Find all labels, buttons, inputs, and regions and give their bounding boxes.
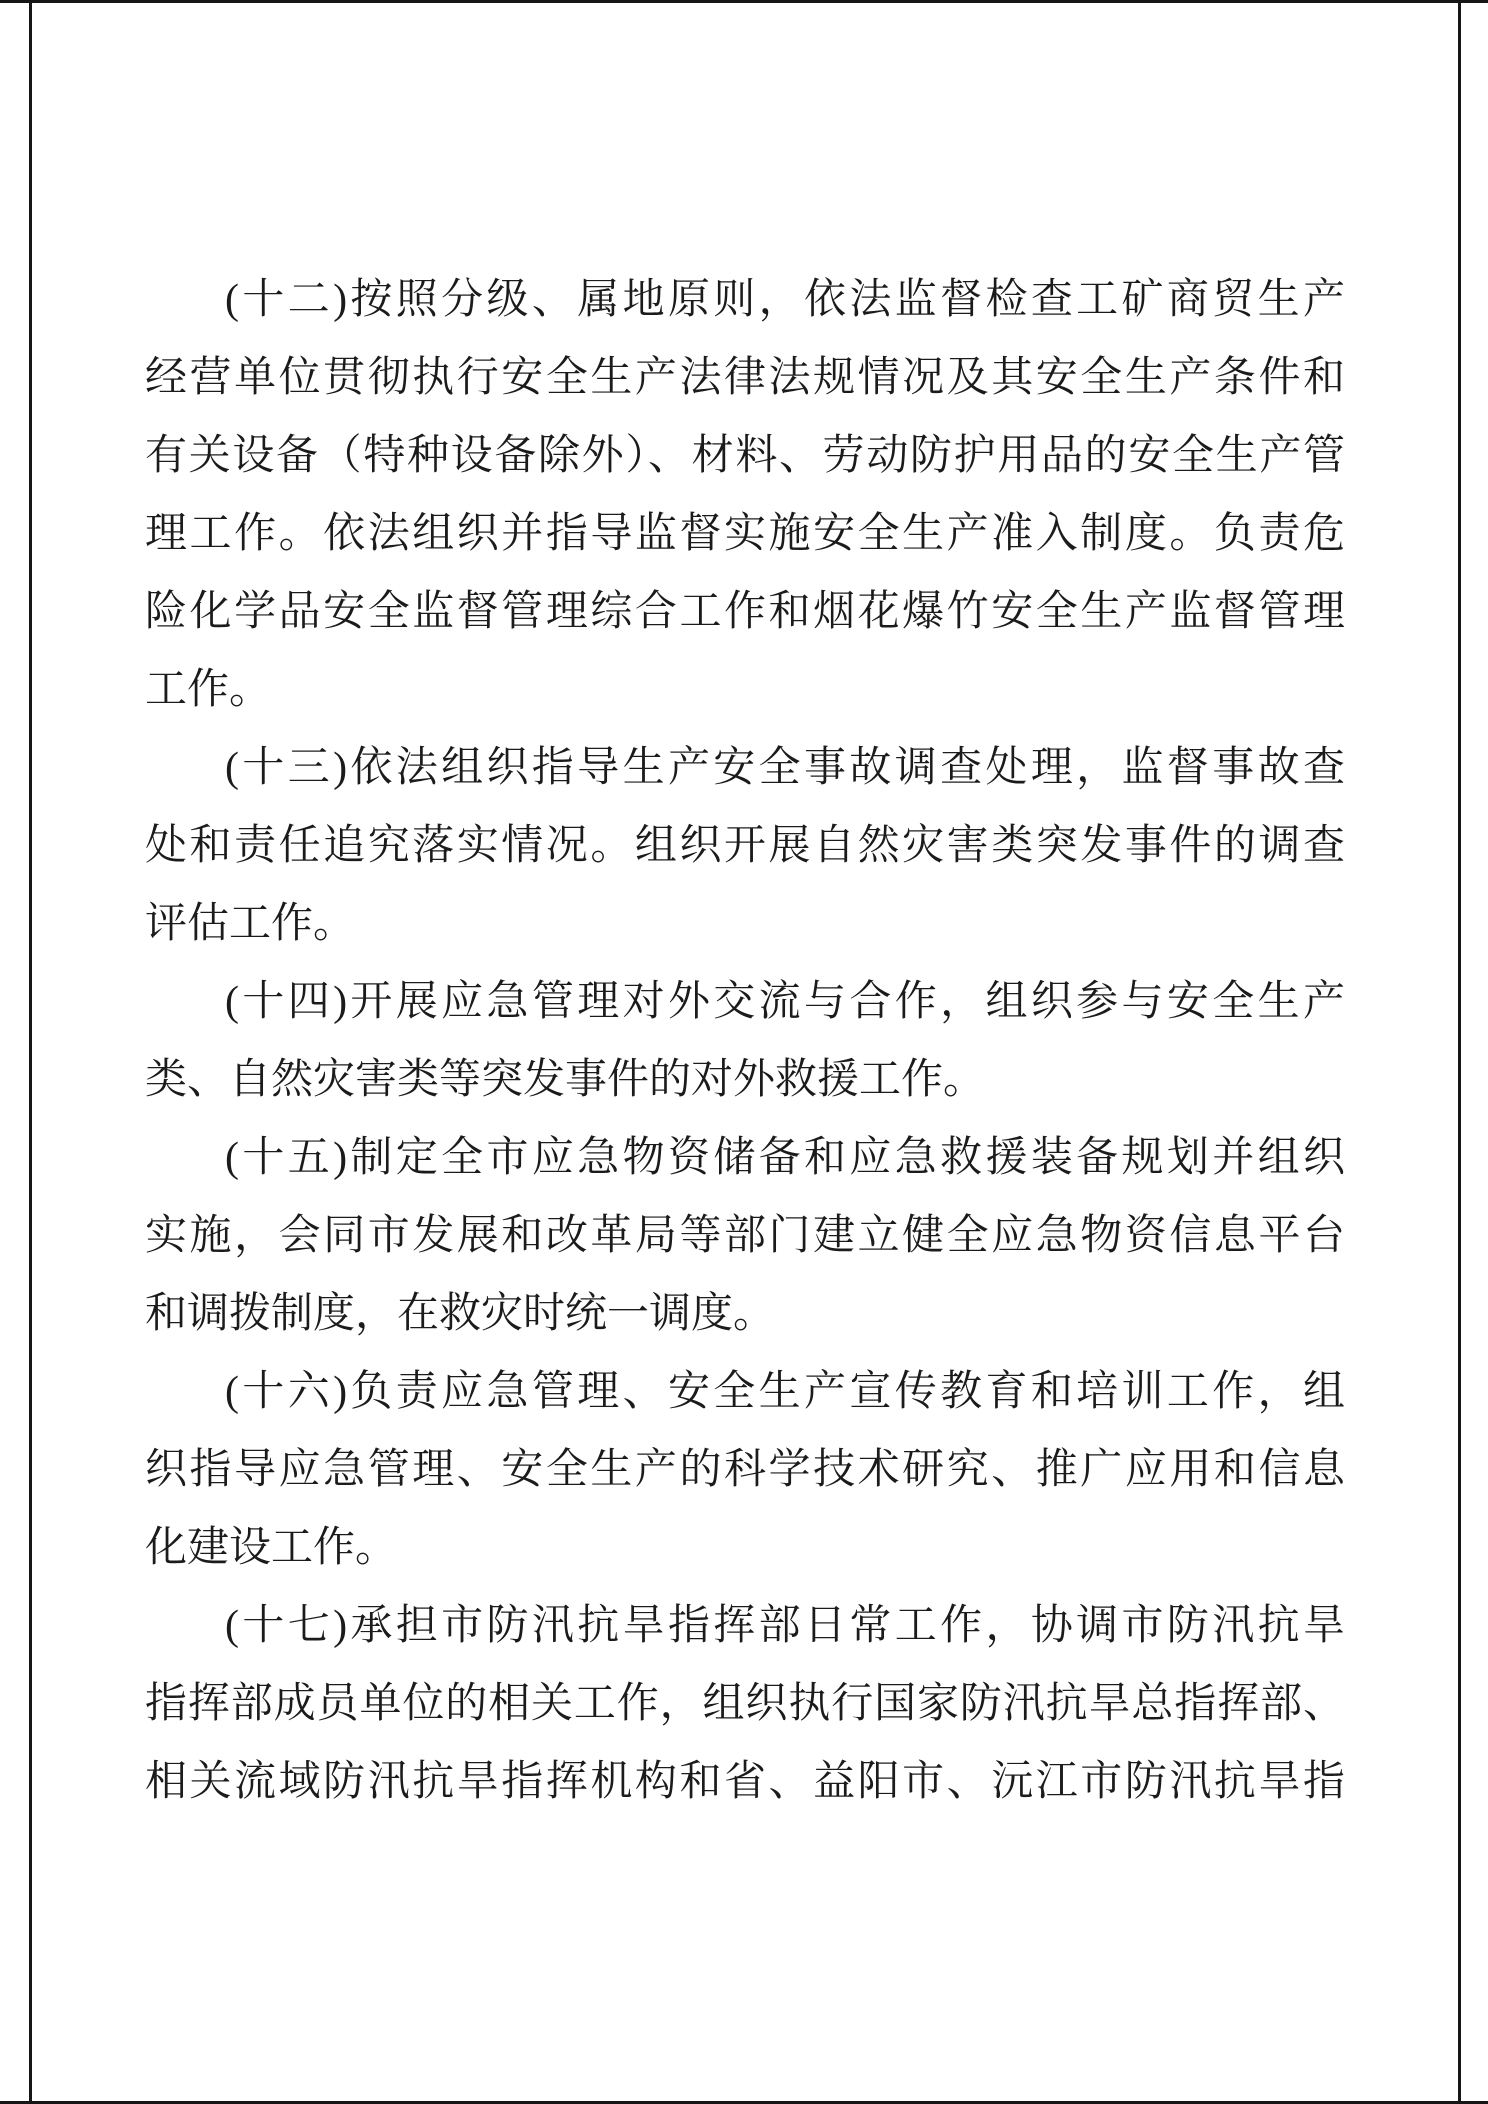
text-line: (十五)制定全市应急物资储备和应急救援装备规划并组织: [225, 1135, 1345, 1181]
text-line: 和调拨制度，在救灾时统一调度。: [145, 1291, 776, 1337]
text-line: (十七)承担市防汛抗旱指挥部日常工作，协调市防汛抗旱: [225, 1603, 1345, 1649]
text-line: (十四)开展应急管理对外交流与合作，组织参与安全生产: [225, 979, 1345, 1025]
text-line: 处和责任追究落实情况。组织开展自然灾害类突发事件的调查: [145, 823, 1345, 869]
text-line: 织指导应急管理、安全生产的科学技术研究、推广应用和信息: [145, 1447, 1345, 1493]
text-line: (十六)负责应急管理、安全生产宣传教育和培训工作，组: [225, 1369, 1345, 1415]
text-line: 险化学品安全监督管理综合工作和烟花爆竹安全生产监督管理: [145, 589, 1345, 635]
text-line: 相关流域防汛抗旱指挥机构和省、益阳市、沅江市防汛抗旱指: [145, 1759, 1345, 1805]
text-line: (十二)按照分级、属地原则，依法监督检查工矿商贸生产: [225, 277, 1345, 323]
page-edge-right: [1458, 0, 1461, 2104]
text-line: (十三)依法组织指导生产安全事故调查处理，监督事故查: [225, 745, 1345, 791]
text-line: 指挥部成员单位的相关工作，组织执行国家防汛抗旱总指挥部、: [145, 1681, 1345, 1727]
document-body-text: [145, 261, 1345, 1821]
text-line: 化建设工作。: [145, 1525, 398, 1571]
page-edge-top: [0, 0, 1488, 3]
text-line: 有关设备（特种设备除外）、材料、劳动防护用品的安全生产管: [145, 433, 1345, 479]
text-line: 评估工作。: [145, 901, 356, 947]
text-line: 理工作。依法组织并指导监督实施安全生产准入制度。负责危: [145, 511, 1345, 557]
page-edge-left: [29, 0, 32, 2104]
text-line: 类、自然灾害类等突发事件的对外救援工作。: [145, 1057, 986, 1103]
text-line: 工作。: [145, 667, 272, 713]
text-line: 实施，会同市发展和改革局等部门建立健全应急物资信息平台: [145, 1213, 1345, 1259]
text-line: 经营单位贯彻执行安全生产法律法规情况及其安全生产条件和: [145, 355, 1345, 401]
